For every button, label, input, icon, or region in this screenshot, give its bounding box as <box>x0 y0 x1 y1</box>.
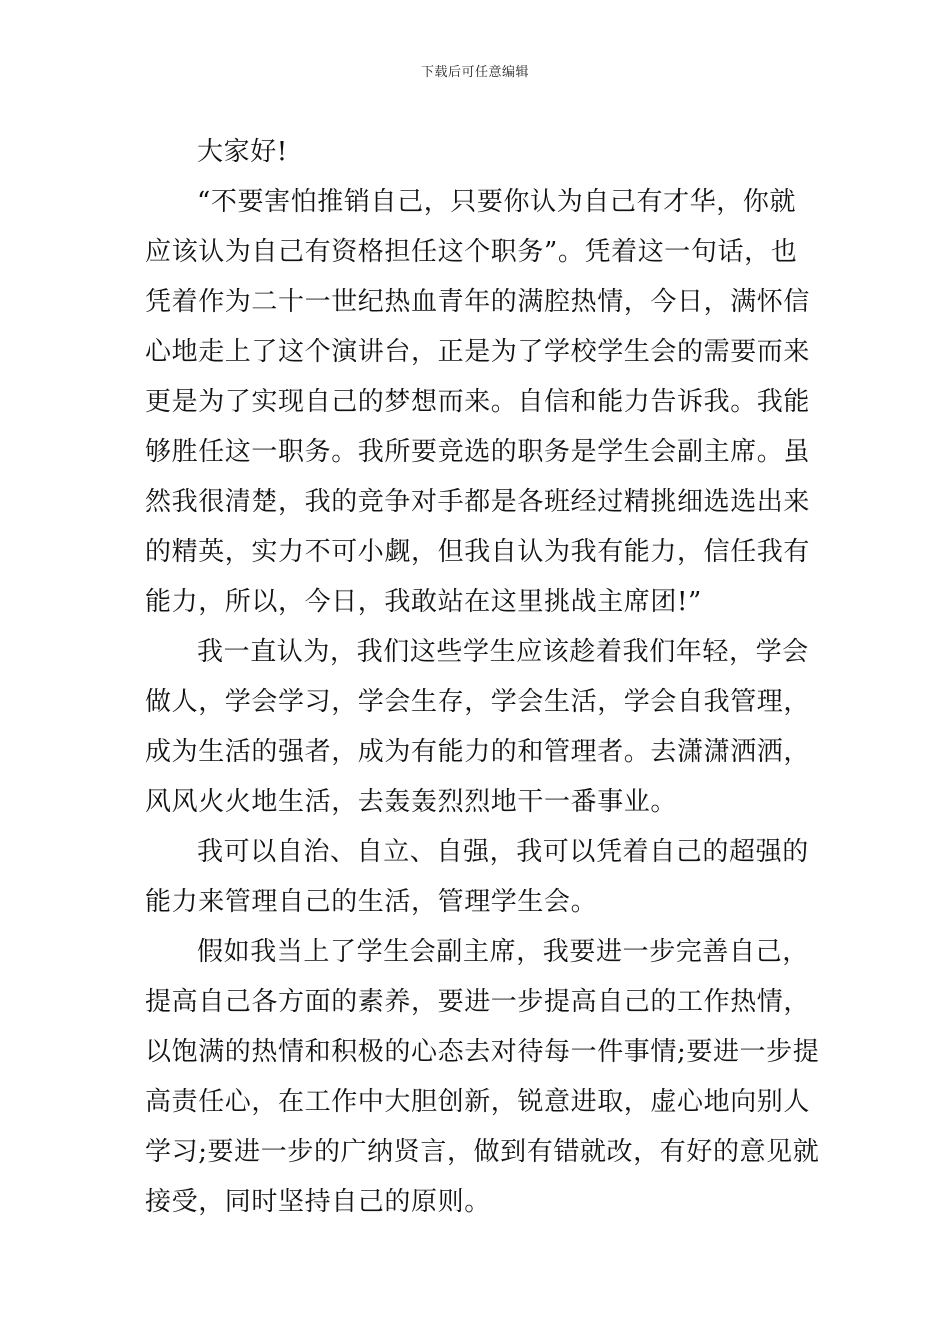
paragraph-greeting <box>145 127 810 177</box>
text-line: 心地走上了这个演讲台，正是为了学校学生会的需要而来 <box>145 337 811 367</box>
text-line: 更是为了实现自己的梦想而来。自信和能力告诉我。我能 <box>145 387 811 417</box>
text-line: 高责任心，在工作中大胆创新，锐意进取，虚心地向别人 <box>145 1087 811 1117</box>
paragraph-belief <box>145 627 810 827</box>
text-line: 凭着作为二十一世纪热血青年的满腔热情，今日，满怀信 <box>145 287 811 317</box>
text-line: 风风火火地生活，去轰轰烈烈地干一番事业。 <box>145 787 678 817</box>
text-line: 我可以自治、自立、自强，我可以凭着自己的超强的 <box>197 837 809 867</box>
text-line: 大家好! <box>197 137 288 167</box>
paragraph-self-reliance <box>145 827 810 927</box>
paragraph-quote <box>145 177 810 627</box>
text-line: 我一直认为，我们这些学生应该趁着我们年轻，学会 <box>197 637 809 667</box>
text-line: 能力来管理自己的生活，管理学生会。 <box>145 887 598 917</box>
text-line: 接受，同时坚持自己的原则。 <box>145 1187 491 1217</box>
text-line: 应该认为自己有资格担任这个职务”。凭着这一句话，也 <box>145 237 798 267</box>
document-body <box>145 127 820 1227</box>
text-line: 成为生活的强者，成为有能力的和管理者。去潇潇洒洒， <box>145 737 811 767</box>
text-line: 假如我当上了学生会副主席，我要进一步完善自己， <box>197 937 809 967</box>
text-line: 能力，所以，今日，我敢站在这里挑战主席团!” <box>145 587 702 617</box>
text-line: 提高自己各方面的素养，要进一步提高自己的工作热情， <box>145 987 811 1017</box>
text-line: 的精英，实力不可小觑，但我自认为我有能力，信任我有 <box>145 537 811 567</box>
text-line: 学习;要进一步的广纳贤言，做到有错就改，有好的意见就 <box>145 1137 820 1167</box>
text-line: “不要害怕推销自己，只要你认为自己有才华，你就 <box>197 187 797 217</box>
text-line: 然我很清楚，我的竞争对手都是各班经过精挑细选选出来 <box>145 487 811 517</box>
text-line: 够胜任这一职务。我所要竞选的职务是学生会副主席。虽 <box>145 437 811 467</box>
paragraph-commitment <box>145 927 820 1227</box>
page-header: 下载后可任意编辑 <box>420 65 529 80</box>
text-line: 做人，学会学习，学会生存，学会生活，学会自我管理， <box>145 687 811 717</box>
text-line: 以饱满的热情和积极的心态去对待每一件事情;要进一步提 <box>145 1037 820 1067</box>
